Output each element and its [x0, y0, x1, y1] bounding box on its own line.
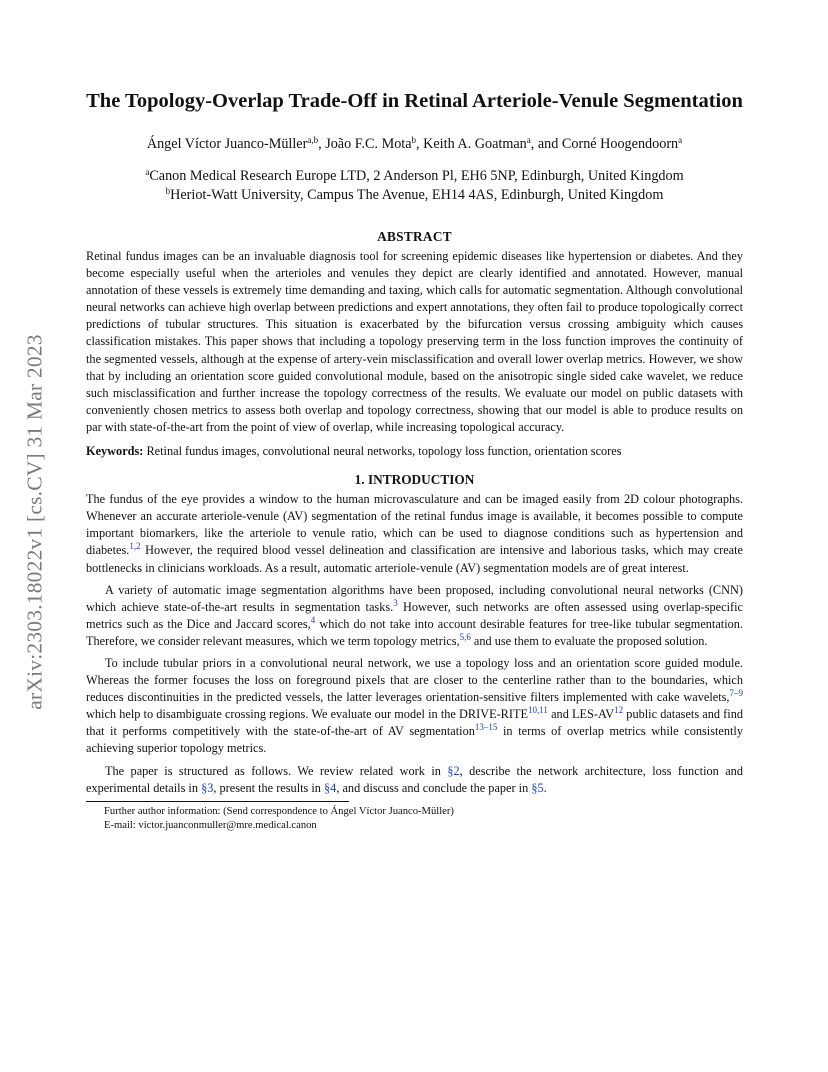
keywords-line [86, 443, 743, 460]
section-link[interactable]: §2 [447, 763, 460, 778]
abstract-text: Retinal fundus images can be an invaluable diagnosis tool for screening epidemic diseases like hypertension or diabetes. And they become especially useful when the arterioles and venules they depict are clearly identified and annotated. However, manual annotation of these vessels is extremely time demanding and taxing, which calls for automatic segmentation. Although convolutional neural networks can achieve high overlap between predictions and expert annotations, they often fail to produce topologically correct predictions of tubular structures. This situation is exacerbated by the bifurcation versus crossing ambiguity which causes classification mistakes. This paper shows that including a topology preserving term in the loss function improves the continuity of the segmented vessels, although at the expense of artery-vein misclassification and overall lower overlap metrics. However, we show that by including an orientation score guided convolutional module, based on the anisotropic single sided cake wavelet, we reduce such misclassification and further increase the topology correctness of the results. We evaluate our model on public datasets with conveniently chosen metrics to assess both overlap and topology correctness, showing that our model is able to produce results on par with state-of-the-art from the point of view of overlap, while increasing topological accuracy. [86, 249, 743, 434]
affiliation-list [86, 167, 743, 205]
citation-link[interactable]: 5,6 [459, 631, 471, 642]
citation-link[interactable]: 4 [310, 614, 316, 625]
section-heading-introduction: 1. INTRODUCTION [354, 472, 475, 488]
author-list [86, 134, 743, 154]
section-link[interactable]: §4 [324, 780, 337, 795]
section-link[interactable]: §5 [531, 780, 544, 795]
paragraph-text: which help to disambiguate crossing regions. We evaluate our model in the DRIVE-RITE [86, 707, 529, 722]
abstract-heading: ABSTRACT [377, 229, 452, 244]
author-affiliation-mark: a [526, 135, 531, 145]
footnote-correspondence: Further author information: (Send correspondence to Ángel Víctor Juanco-Müller) [104, 805, 454, 817]
keywords-text: Retinal fundus images, convolutional neural networks, topology loss function, orientation scores [146, 444, 622, 459]
paragraph-text: in terms of overlap metrics while consistently achieving superior topology metrics. [86, 724, 743, 756]
paragraph-text: public datasets and find that it performs competitively with the state-of-the-art of AV segmentation [86, 707, 743, 739]
paragraph-text: The fundus of the eye provides a window to the human microvasculature and can be imaged easily from 2D colour photographs. Whenever an accurate arteriole-venule (AV) segmentation of the retinal fundus image is available, it becomes possible to compute important biomarkers, like the arteriole to venule ratio, which can be used to diagnose conditions such as hypertension and diabetes. [86, 492, 743, 558]
paragraph-text: which do not take into account desirable features for tree-like tubular segmentation. Therefore, we consider relevant measures, which we term topology metrics, [86, 616, 744, 648]
affiliation-mark: b [165, 186, 171, 196]
paragraph-text: A variety of automatic image segmentation algorithms have been proposed, including convolutional neural networks (CNN) which achieve state-of-the-art results in segmentation tasks. [86, 582, 743, 614]
author-affiliation-mark: a,b [307, 135, 319, 145]
intro-paragraph-4 [86, 763, 743, 797]
author-name: Ángel Víctor Juanco-Müller [146, 136, 308, 152]
paper-title: The Topology-Overlap Trade-Off in Retinal Arteriole-Venule Segmentation [86, 90, 743, 112]
citation-link[interactable]: 1,2 [129, 541, 141, 552]
affiliation-text: Canon Medical Research Europe LTD, 2 Anderson Pl, EH6 5NP, Edinburgh, United Kingdom [149, 168, 684, 184]
affiliation-line [86, 167, 743, 186]
citation-link[interactable]: 12 [614, 705, 624, 716]
footnote-email: E-mail: victor.juanconmuller@mre.medical.canon [104, 820, 317, 832]
paragraph-text: , present the results in [213, 780, 325, 795]
affiliation-text: Heriot-Watt University, Campus The Avenue, EH14 4AS, Edinburgh, United Kingdom [170, 187, 664, 203]
footnote-divider [86, 801, 349, 802]
paragraph-text: , describe the network architecture, loss function and experimental details in [86, 763, 743, 795]
author-name: , and Corné Hoogendoorn [530, 136, 679, 152]
author-affiliation-mark: b [411, 135, 417, 145]
arxiv-identifier: arXiv:2303.18022v1 [cs.CV] 31 Mar 2023 [22, 334, 47, 710]
paper-page [86, 88, 743, 834]
paragraph-text: and use them to evaluate the proposed solution. [470, 633, 708, 648]
author-name: , Keith A. Goatman [416, 136, 527, 152]
paragraph-text: , and discuss and conclude the paper in [336, 780, 532, 795]
author-affiliation-mark: a [678, 135, 683, 145]
arxiv-sidebar-stamp [10, 284, 60, 760]
citation-link[interactable]: 7–9 [729, 688, 743, 699]
paragraph-text: . [543, 780, 547, 795]
footnote [104, 805, 743, 834]
citation-link[interactable]: 13–15 [474, 722, 498, 733]
intro-paragraph-1 [86, 491, 743, 576]
paragraph-text: To include tubular priors in a convolutional neural network, we use a topology loss and an orientation score guided module. Whereas the former focuses the loss on foreground pixels that are closer to the centerline rather than to the boundaries, which reduces discontinuities in the predicted vessels, the latter leverages orientation-sensitive filters implemented with cake wavelets, [86, 655, 743, 705]
section-link[interactable]: §3 [201, 780, 214, 795]
affiliation-mark: a [145, 167, 150, 177]
paragraph-text: The paper is structured as follows. We review related work in [105, 763, 448, 778]
intro-paragraph-3 [86, 655, 743, 758]
affiliation-line [86, 186, 743, 205]
paragraph-text: However, such networks are often assessed using overlap-specific metrics such as the Dice and Jaccard scores, [86, 599, 743, 631]
keywords-label: Keywords: [86, 444, 144, 459]
intro-paragraph-2 [86, 582, 743, 650]
paragraph-text: However, the required blood vessel delineation and classification are intensive and laborious tasks, which may create bottlenecks in clinicians workloads. As a result, automatic arteriole-venule (AV) segmentation models are of great interest. [86, 543, 743, 575]
citation-link[interactable]: 3 [393, 597, 398, 608]
paragraph-text: and LES-AV [547, 707, 615, 722]
citation-link[interactable]: 10,11 [528, 705, 548, 716]
author-name: , João F.C. Mota [318, 136, 412, 152]
